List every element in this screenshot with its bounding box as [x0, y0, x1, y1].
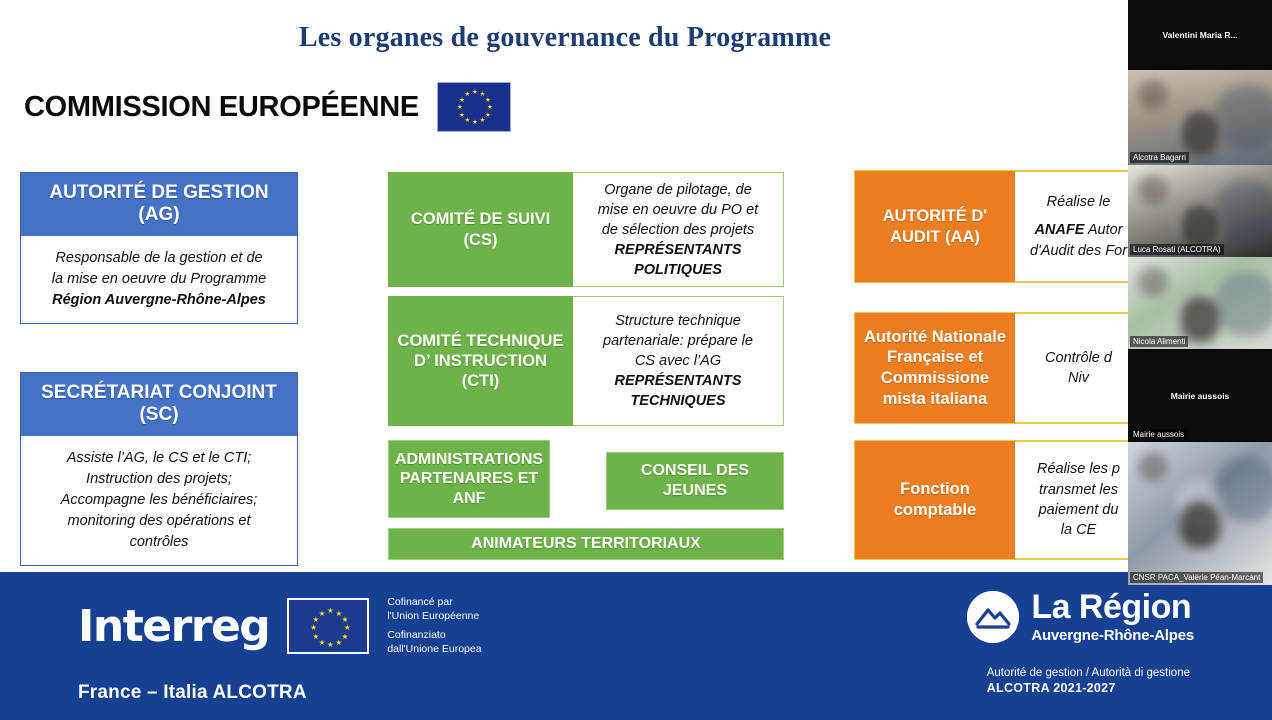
sc-body-line-2: Instruction des projets;: [86, 470, 232, 487]
cs-body-bold-1: REPRÉSENTANTS: [614, 241, 742, 258]
card-body-fc: [1015, 441, 1143, 559]
interreg-wordmark: Interreg: [78, 600, 270, 652]
page-title: Les organes de gouvernance du Programme: [298, 22, 832, 53]
participant-silhouette: [1180, 296, 1220, 342]
commission-label: COMMISSION EUROPÉENNE: [24, 90, 419, 123]
participant-name: Nicola Alimenti: [1130, 336, 1188, 347]
card-body-an: [1015, 313, 1143, 423]
region-title: La Région: [1031, 588, 1192, 626]
aa-anafe-tail: Autor: [1084, 222, 1123, 239]
card-autorite-audit[interactable]: [854, 170, 1144, 283]
region-role-block: [987, 667, 1190, 695]
aa-body-last: d'Audit des For: [1029, 242, 1128, 259]
card-body-cs: [573, 172, 784, 287]
ag-body-line-2: la mise en oeuvre du Programme: [51, 270, 267, 287]
eu-star-icon: ★: [312, 631, 320, 641]
video-blur-blob: [1214, 84, 1272, 150]
cti-body-line-2: partenariale: prépare le: [603, 333, 753, 349]
fc-body-line-2: transmet les: [1039, 481, 1118, 498]
eu-star-icon: ★: [479, 116, 486, 124]
interreg-logo: [78, 596, 482, 657]
participant-name: Luca Rosati (ALCOTRA): [1130, 244, 1224, 255]
region-text: [1031, 590, 1194, 644]
video-tile[interactable]: [1128, 0, 1272, 70]
eu-funding-line-3: Cofinanziato: [387, 629, 446, 642]
card-header-sc: SECRÉTARIAT CONJOINT (SC): [21, 373, 297, 436]
region-subtitle: Auvergne-Rhône-Alpes: [1031, 627, 1194, 644]
aa-anafe-label: ANAFE: [1034, 222, 1085, 239]
participant-name-label: Mairie aussois: [1130, 429, 1187, 440]
card-autorite-nationale[interactable]: [854, 312, 1144, 424]
card-comite-technique-instruction[interactable]: [388, 296, 784, 426]
video-tile[interactable]: [1128, 165, 1272, 257]
cti-body-line-3: CS avec l’AG: [634, 353, 722, 369]
eu-star-icon: ★: [484, 96, 491, 104]
card-body-ag: [21, 236, 297, 323]
eu-star-icon: ★: [464, 91, 471, 98]
eu-funding-line-1: Cofinancé par: [387, 596, 453, 608]
eu-star-icon: ★: [472, 119, 478, 126]
an-body-line-2: Niv: [1068, 370, 1089, 386]
video-blur-blob: [1214, 179, 1272, 245]
cs-body-line-3: de sélection des projets: [601, 221, 755, 238]
eu-star-icon: ★: [335, 637, 342, 647]
sc-body-line-5: contrôles: [129, 533, 189, 550]
eu-star-icon: ★: [327, 606, 334, 616]
region-role-line-2: ALCOTRA 2021-2027: [986, 681, 1116, 695]
cti-body-line-1: Structure technique: [615, 313, 741, 329]
cs-body-line-1: Organe de pilotage, de: [604, 181, 752, 198]
card-header-cs: COMITÉ DE SUIVI (CS): [388, 172, 573, 287]
programme-name: France – Italia ALCOTRA: [78, 682, 307, 703]
card-autorite-de-gestion[interactable]: [20, 172, 298, 324]
eu-star-icon: ★: [464, 116, 471, 124]
card-body-sc: [21, 436, 297, 565]
eu-star-icon: ★: [343, 623, 351, 633]
eu-star-icon: ★: [310, 623, 317, 633]
aa-body-line-1: Réalise le: [1046, 194, 1111, 211]
card-header-cti: COMITÉ TECHNIQUE D’ INSTRUCTION (CTI): [388, 296, 573, 426]
eu-funding-text: [387, 596, 481, 657]
video-participant-panel[interactable]: [1128, 0, 1272, 585]
video-tile[interactable]: [1128, 257, 1272, 349]
cti-body-bold-1: REPRÉSENTANTS: [614, 373, 742, 389]
card-secretariat-conjoint[interactable]: [20, 372, 298, 566]
participant-silhouette: [1180, 204, 1220, 250]
video-tile[interactable]: [1128, 70, 1272, 165]
video-blur-blob: [1214, 456, 1272, 522]
region-role-line-1: Autorité de gestion / Autorità di gestione: [986, 667, 1190, 679]
eu-star-icon: ★: [457, 104, 463, 111]
participant-name: Alcotra Bagarri: [1130, 152, 1189, 163]
eu-star-icon: ★: [479, 91, 486, 98]
eu-star-icon: ★: [318, 608, 326, 618]
eu-star-icon: ★: [312, 614, 320, 624]
card-fonction-comptable[interactable]: [854, 440, 1144, 560]
video-blur-blob: [1138, 267, 1168, 297]
eu-star-icon: ★: [459, 96, 465, 104]
eu-star-icon: ★: [318, 637, 326, 647]
aa-body-bold: [1025, 220, 1132, 240]
sc-body-line-3: Accompagne les bénéficiaires;: [60, 491, 258, 508]
participant-name: CNSR PACA_Valérie Péan-Marcant: [1130, 572, 1263, 583]
fc-body-line-4: la CE: [1060, 522, 1097, 539]
card-body-cti: [573, 296, 784, 426]
eu-star-icon: ★: [341, 614, 349, 624]
mountain-icon: [967, 591, 1019, 643]
footer-notch-shape: [78, 572, 106, 592]
video-blur-blob: [1214, 271, 1272, 337]
participant-silhouette: [1180, 110, 1220, 156]
cs-body-line-2: mise en oeuvre du PO et: [597, 201, 759, 218]
card-administrations-partenaires[interactable]: ADMINISTRATIONS PARTENAIRES ET ANF: [388, 440, 550, 518]
eu-flag-icon-footer: [287, 598, 369, 654]
commission-europeenne-header: [24, 82, 511, 132]
eu-star-icon: ★: [341, 631, 349, 641]
cti-body-bold-2: TECHNIQUES: [630, 393, 726, 409]
ag-body-line-1: Responsable de la gestion et de: [55, 249, 263, 266]
la-region-logo: [967, 590, 1194, 644]
video-blur-blob: [1138, 175, 1168, 205]
eu-star-icon: ★: [327, 640, 334, 650]
video-tile[interactable]: [1128, 442, 1272, 585]
fc-body-line-1: Réalise les p: [1036, 461, 1120, 478]
card-header-aa: AUTORITÉ D' AUDIT (AA): [855, 171, 1015, 282]
video-tile[interactable]: [1128, 349, 1272, 442]
card-conseil-des-jeunes[interactable]: CONSEIL DES JEUNES: [606, 452, 784, 510]
card-header-an: Autorité Nationale Française et Commissione mista italiana: [855, 313, 1015, 423]
fc-body-line-3: paiement du: [1038, 502, 1119, 518]
sc-body-line-1: Assiste l’AG, le CS et le CTI;: [66, 449, 252, 466]
eu-star-icon: ★: [459, 111, 465, 119]
card-header-fc: Fonction comptable: [855, 441, 1015, 559]
eu-star-icon: ★: [335, 608, 342, 618]
slide-footer: [0, 572, 1272, 720]
video-blur-blob: [1138, 452, 1168, 482]
sc-body-line-4: monitoring des opérations et: [67, 512, 251, 529]
eu-funding-line-4: dall'Unione Europea: [387, 642, 482, 655]
eu-funding-line-2: l'Union Européenne: [387, 609, 480, 622]
card-comite-de-suivi[interactable]: [388, 172, 784, 287]
card-animateurs-territoriaux[interactable]: ANIMATEURS TERRITORIAUX: [388, 528, 784, 560]
eu-star-icon: ★: [484, 111, 491, 119]
eu-flag-icon: [437, 82, 511, 132]
eu-star-icon: ★: [472, 89, 478, 96]
eu-star-icon: ★: [487, 104, 493, 111]
participant-name: Valentini Maria R...: [1162, 30, 1238, 40]
video-blur-blob: [1138, 80, 1168, 110]
participant-silhouette: [1180, 502, 1220, 548]
card-header-ag: AUTORITÉ DE GESTION (AG): [21, 173, 297, 236]
card-body-aa: [1015, 171, 1143, 282]
an-body-line-1: Contrôle d: [1045, 349, 1112, 366]
cs-body-bold-2: POLITIQUES: [634, 261, 722, 278]
participant-name: Mairie aussois: [1170, 390, 1230, 401]
ag-body-bold: Région Auvergne-Rhône-Alpes: [52, 291, 266, 308]
